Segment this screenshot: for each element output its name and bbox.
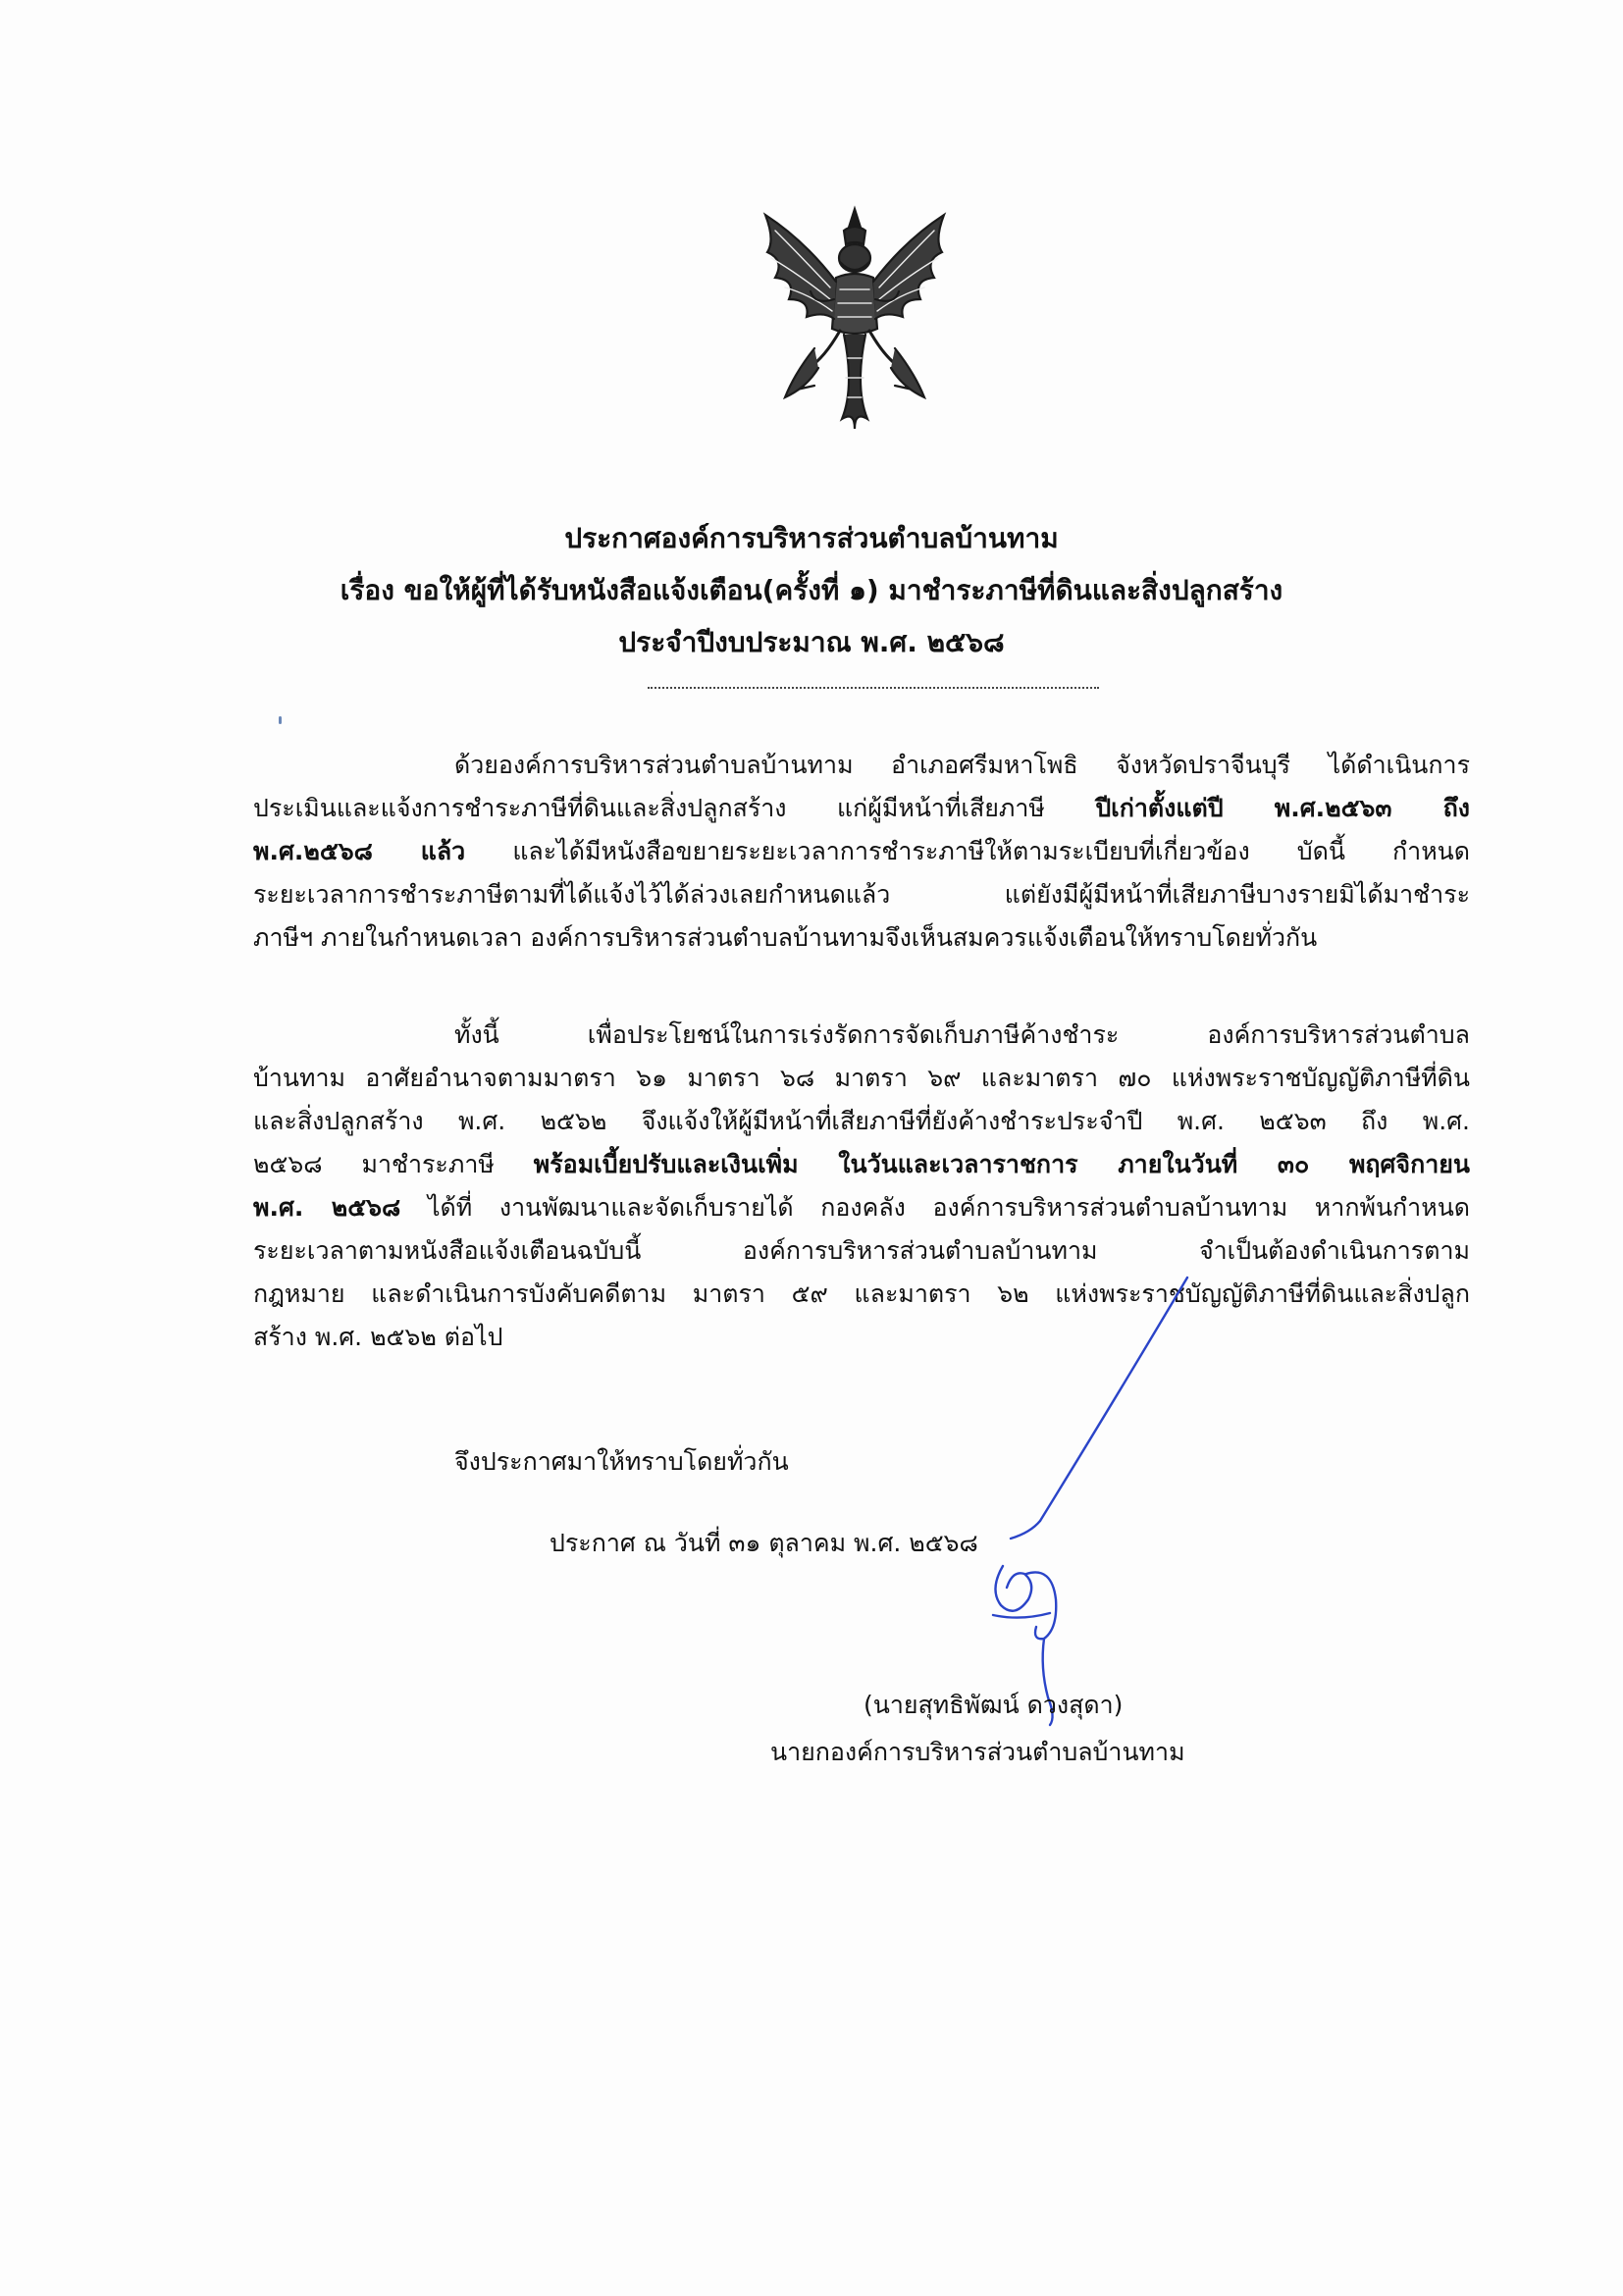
signer-name: (นายสุทธิพัฒน์ ดวงสุดา) — [864, 1691, 1124, 1719]
paragraph-2-line: ระยะเวลาตามหนังสือแจ้งเตือนฉบับนี้ องค์การบริหารส่วนตำบลบ้านทาม จำเป็นต้องดำเนินการตาม — [253, 1236, 1470, 1265]
paragraph-2-line — [253, 1186, 1470, 1229]
paragraph-1 — [253, 744, 1470, 960]
announcement-fiscal-year: ประจำปีงบประมาณ พ.ศ. ๒๕๖๘ — [618, 626, 1005, 658]
announcement-title: ประกาศองค์การบริหารส่วนตำบลบ้านทาม — [564, 522, 1059, 554]
paragraph-2-line: บ้านทาม อาศัยอำนาจตามมาตรา ๖๑ มาตรา ๖๘ มาตรา ๖๙ และมาตรา ๗๐ แห่งพระราชบัญญัติภาษีที่ดิน — [253, 1064, 1470, 1092]
handwritten-signature — [942, 1276, 1236, 1727]
paragraph-1-line — [253, 830, 1470, 873]
closing-statement: จึงประกาศมาให้ทราบโดยทั่วกัน — [454, 1447, 789, 1476]
signer-title: นายกองค์การบริหารส่วนตำบลบ้านทาม — [770, 1738, 1185, 1766]
paragraph-2-line: สร้าง พ.ศ. ๒๕๖๒ ต่อไป — [253, 1323, 503, 1351]
paragraph-1-line: ด้วยองค์การบริหารส่วนตำบลบ้านทาม อำเภอศรีมหาโพธิ จังหวัดปราจีนบุรี ได้ดำเนินการ — [454, 751, 1470, 779]
paragraph-2 — [253, 1014, 1470, 1359]
paragraph-2-line: ทั้งนี้ เพื่อประโยชน์ในการเร่งรัดการจัดเก็บภาษีค้างชำระ องค์การบริหารส่วนตำบล — [454, 1020, 1470, 1049]
paragraph-1-line: ภาษีฯ ภายในกำหนดเวลา องค์การบริหารส่วนตำบลบ้านทามจึงเห็นสมควรแจ้งเตือนให้ทราบโดยทั่วกัน — [253, 923, 1318, 952]
text-run: ประเมินและแจ้งการชำระภาษีที่ดินและสิ่งปลูกสร้าง แก่ผู้มีหน้าที่เสียภาษี — [253, 794, 1045, 822]
bold-text-run: พ.ศ. ๒๕๖๘ — [253, 1193, 401, 1222]
bold-text-run: ปีเก่าตั้งแต่ปี พ.ศ.๒๕๖๓ ถึง — [1095, 794, 1470, 822]
announcement-subject: เรื่อง ขอให้ผู้ที่ได้รับหนังสือแจ้งเตือน(ครั้งที่ ๑) มาชำระภาษีที่ดินและสิ่งปลูกสร้าง — [340, 574, 1283, 606]
paragraph-1-line: ระยะเวลาการชำระภาษีตามที่ได้แจ้งไว้ได้ล่วงเลยกำหนดแล้ว แต่ยังมีผู้มีหน้าที่เสียภาษีบางรายมิได้มาชำระ — [253, 880, 1470, 909]
text-run: และได้มีหนังสือขยายระยะเวลาการชำระภาษีให้ตามระเบียบที่เกี่ยวข้อง บัดนี้ กำหนด — [512, 837, 1470, 865]
garuda-emblem-icon — [746, 201, 964, 437]
paragraph-2-line: กฎหมาย และดำเนินการบังคับคดีตาม มาตรา ๕๙ และมาตรา ๖๒ แห่งพระราชบัญญัติภาษีที่ดินและสิ่งปลูก — [253, 1279, 1470, 1308]
text-run: ได้ที่ งานพัฒนาและจัดเก็บรายได้ กองคลัง องค์การบริหารส่วนตำบลบ้านทาม หากพ้นกำหนด — [427, 1193, 1471, 1222]
text-run: ๒๕๖๘ มาชำระภาษี — [253, 1150, 495, 1178]
paragraph-1-line — [253, 787, 1470, 830]
bold-text-run: พ.ศ.๒๕๖๘ แล้ว — [253, 837, 466, 865]
scan-speck — [279, 716, 282, 724]
paragraph-2-line — [253, 1143, 1470, 1186]
announcement-date: ประกาศ ณ วันที่ ๓๑ ตุลาคม พ.ศ. ๒๕๖๘ — [550, 1529, 978, 1557]
paragraph-2-line: และสิ่งปลูกสร้าง พ.ศ. ๒๕๖๒ จึงแจ้งให้ผู้มีหน้าที่เสียภาษีที่ยังค้างชำระประจำปี พ.ศ. ๒๕๖๓ ถึง พ.ศ. — [253, 1107, 1470, 1135]
bold-text-run: พร้อมเบี้ยปรับและเงินเพิ่ม ในวันและเวลาราชการ ภายในวันที่ ๓๐ พฤศจิกายน — [533, 1150, 1470, 1178]
title-divider — [648, 687, 1099, 689]
